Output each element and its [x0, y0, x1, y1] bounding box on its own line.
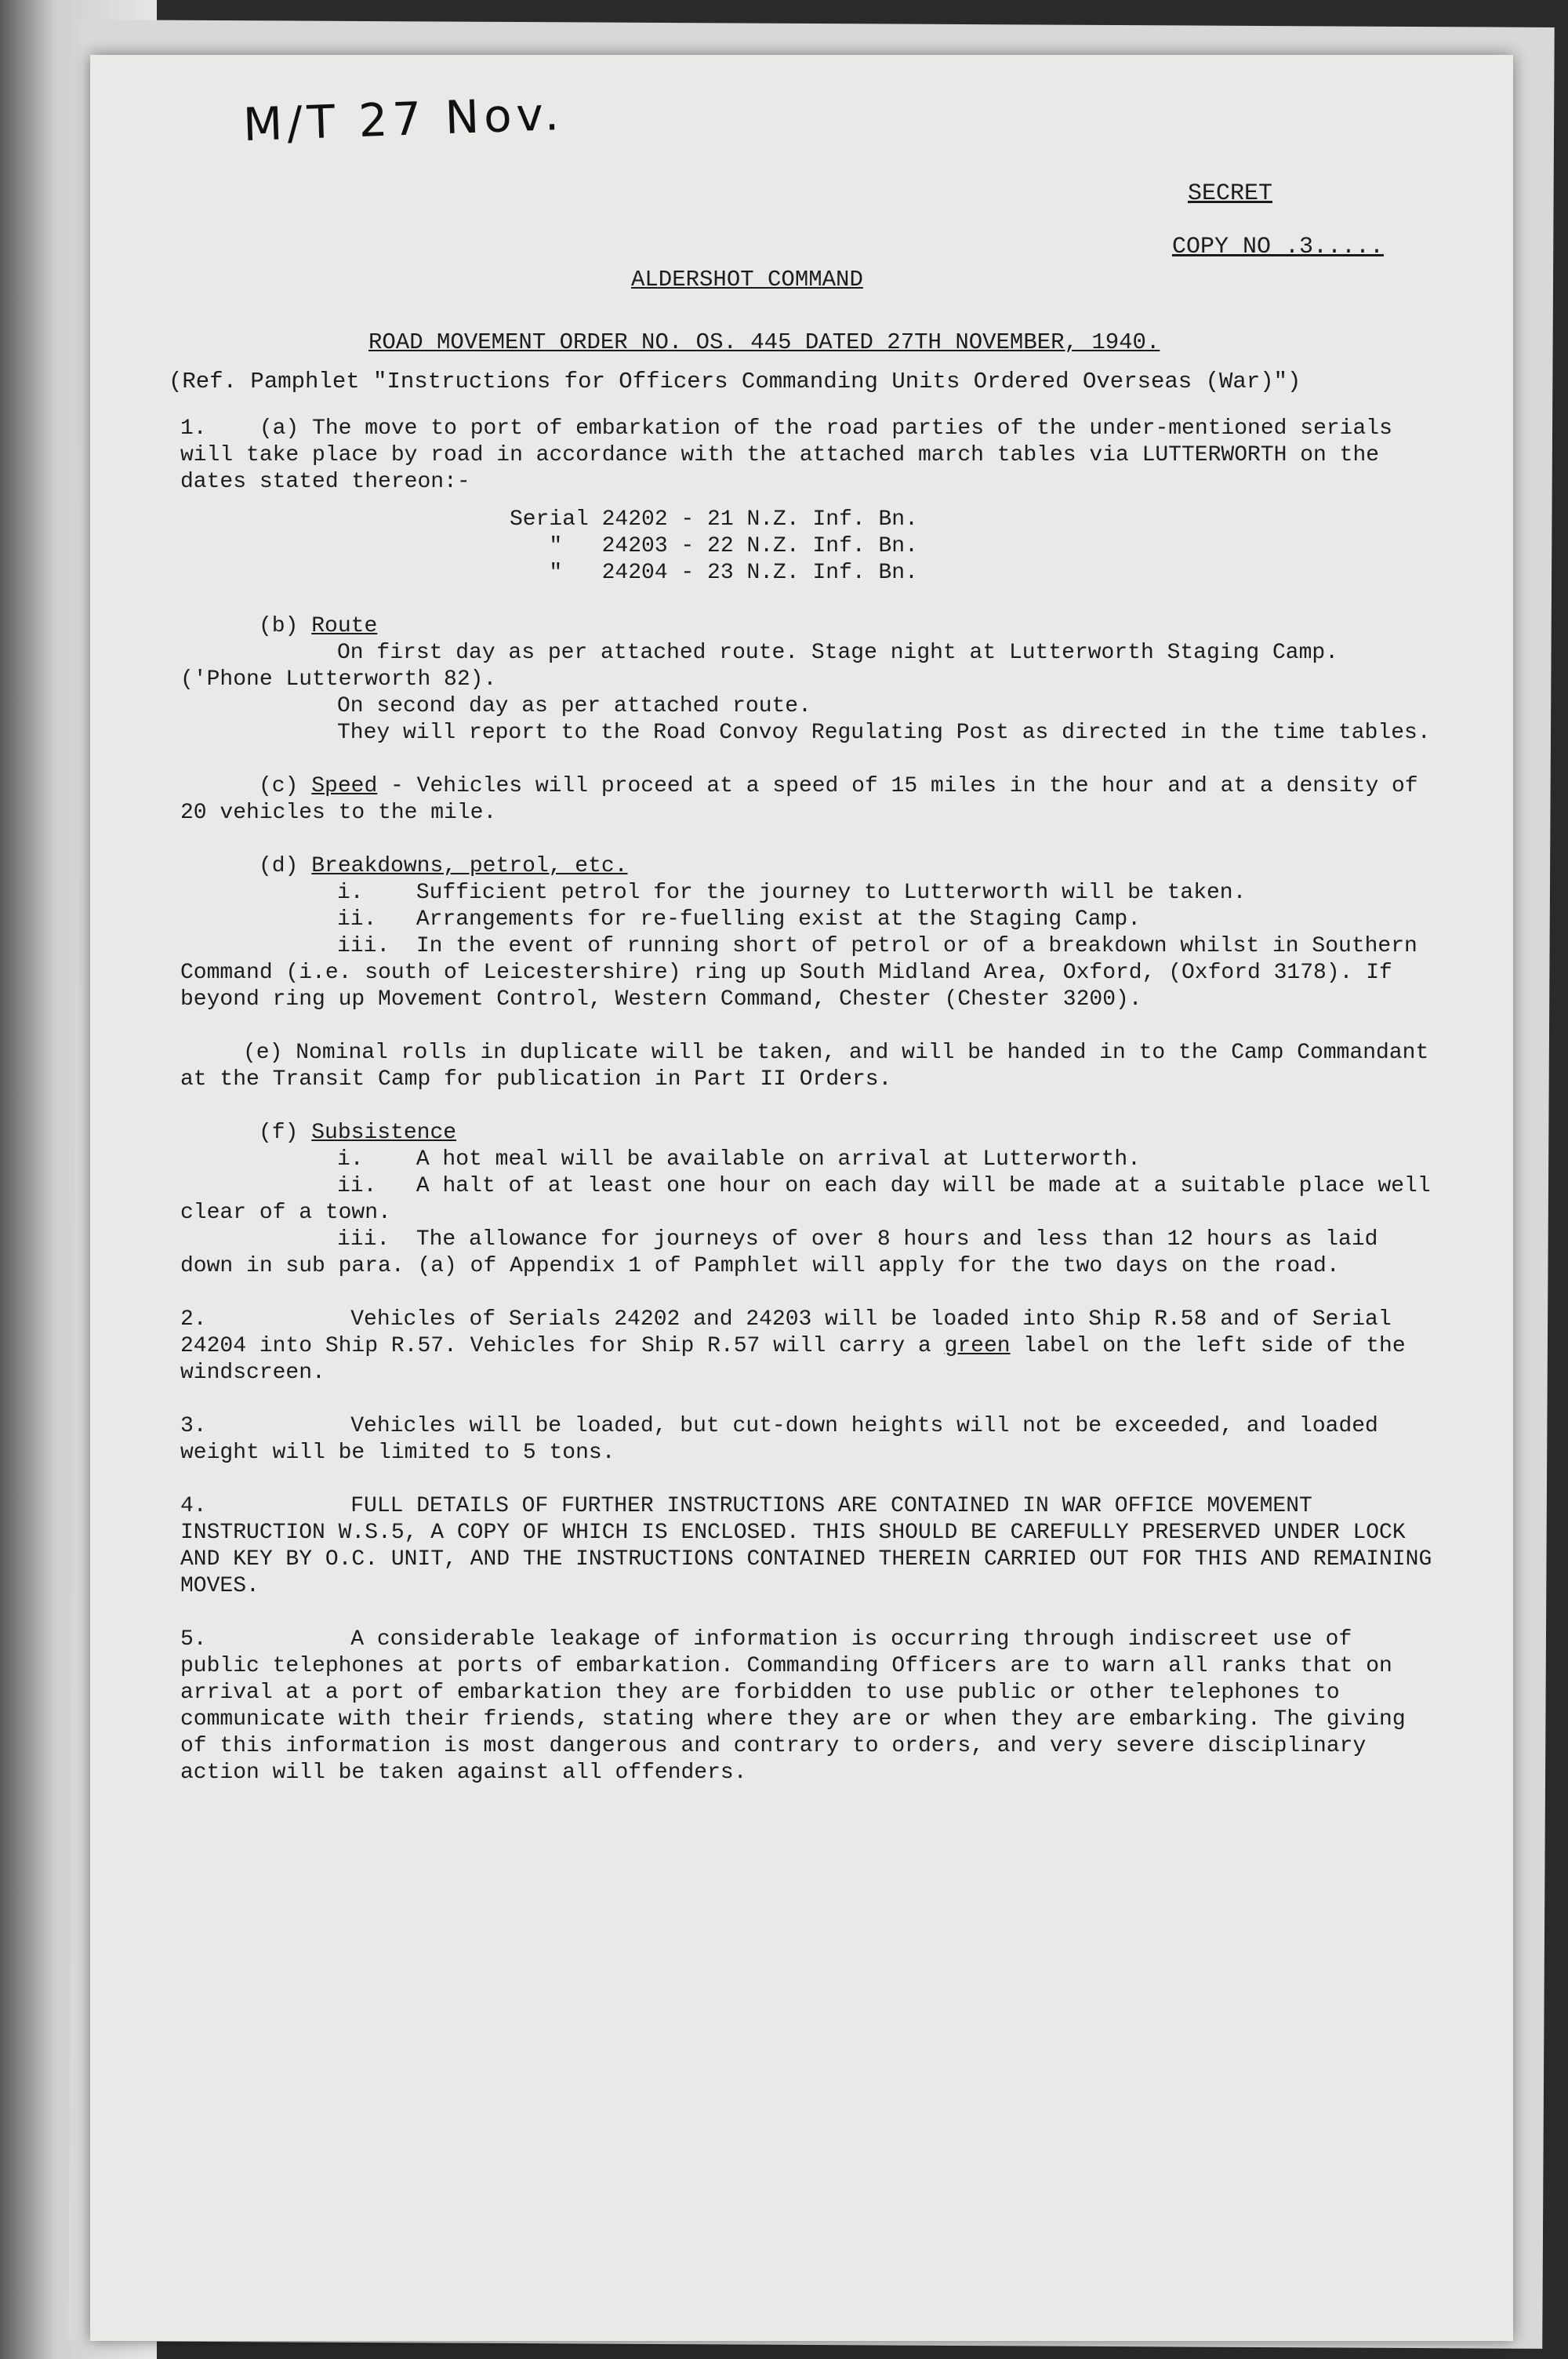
item-number: iii.	[337, 934, 390, 958]
paragraph-text: In the event of running short of petrol or of a breakdown whilst in Southern Command (i.e. south of Leicestershire) ring up South Midland Area, Oxford, (Oxford 3178). If beyond ring up Movement Control, Western Command, Chester (Chester 3200).	[180, 934, 1417, 1012]
sub-label: (d)	[259, 854, 299, 878]
sub-label: (f)	[259, 1121, 299, 1145]
sub-label: (a)	[259, 416, 299, 441]
green-label-word: green	[944, 1334, 1011, 1358]
serials-list	[510, 507, 1443, 587]
sub-heading: Breakdowns, petrol, etc.	[311, 854, 628, 878]
paragraph-text: FULL DETAILS OF FURTHER INSTRUCTIONS ARE CONTAINED IN WAR OFFICE MOVEMENT INSTRUCTION W.S.5, A COPY OF WHICH IS ENCLOSED. THIS SHOULD BE CAREFULLY PRESERVED UNDER LOCK AND KEY BY O.C. UNIT, AND THE INSTRUCTIONS CONTAINED THEREIN CARRIED OUT FOR THIS AND REMAINING MOVES.	[180, 1494, 1432, 1598]
paragraph-text: On second day as per attached route.	[337, 694, 811, 718]
handwritten-note: M/T 27 Nov.	[241, 86, 564, 152]
paragraph-text: On first day as per attached route. Stage night at Lutterworth Staging Camp. ('Phone Lutterworth 82).	[180, 641, 1339, 692]
serial-item: " 24204 - 23 N.Z. Inf. Bn.	[510, 561, 918, 585]
paragraph-text: The allowance for journeys of over 8 hours and less than 12 hours as laid down in sub para. (a) of Appendix 1 of Pamphlet will apply for the two days on the road.	[180, 1227, 1378, 1278]
item-number: i.	[337, 881, 364, 905]
paragraph-5	[180, 1627, 1443, 1787]
order-title: ROAD MOVEMENT ORDER NO. OS. 445 DATED 27TH NOVEMBER, 1940.	[368, 329, 1160, 355]
document-page	[90, 55, 1513, 2341]
serial-item: " 24203 - 22 N.Z. Inf. Bn.	[510, 534, 918, 558]
paragraph-4	[180, 1493, 1443, 1600]
paragraph-text: Nominal rolls in duplicate will be taken, and will be handed in to the Camp Commandant at the Transit Camp for publication in Part II Orders.	[180, 1041, 1429, 1092]
reference-line: (Ref. Pamphlet "Instructions for Officers Commanding Units Ordered Overseas (War)")	[169, 369, 1301, 394]
paragraph-text: A halt of at least one hour on each day will be made at a suitable place well clear of a town.	[180, 1174, 1431, 1225]
command-heading: ALDERSHOT COMMAND	[631, 267, 863, 293]
paragraph-text: Arrangements for re-fuelling exist at the Staging Camp.	[416, 907, 1141, 932]
paragraph-1d	[180, 853, 1443, 1013]
paragraph-text: They will report to the Road Convoy Regulating Post as directed in the time tables.	[337, 721, 1431, 745]
para-number: 2.	[180, 1307, 207, 1332]
secret-marking: SECRET	[1187, 180, 1272, 207]
para-number: 3.	[180, 1414, 207, 1438]
paragraph-text: The move to port of embarkation of the road parties of the under-mentioned serials will take place by road in accordance with the attached march tables via LUTTERWORTH on the dates stated thereon:-	[180, 416, 1392, 494]
paragraph-1a	[180, 416, 1443, 496]
para-number: 1.	[180, 416, 207, 441]
paragraph-text: Sufficient petrol for the journey to Lutterworth will be taken.	[416, 881, 1247, 905]
para-number: 4.	[180, 1494, 207, 1518]
sub-heading: Speed	[311, 774, 378, 798]
para-number: 5.	[180, 1627, 207, 1652]
item-number: ii.	[337, 907, 377, 932]
item-number: iii.	[337, 1227, 390, 1252]
paragraph-3	[180, 1413, 1443, 1467]
paragraph-text: label on the left side of the windscreen.	[180, 1334, 1406, 1385]
paragraph-1	[180, 416, 1443, 587]
paragraph-text: Vehicles will be loaded, but cut-down heights will not be exceeded, and loaded weight will be limited to 5 tons.	[180, 1414, 1378, 1465]
paragraph-1e	[180, 1040, 1443, 1093]
item-number: i.	[337, 1147, 364, 1172]
sub-label: (b)	[259, 614, 299, 638]
classification-block	[1172, 180, 1384, 260]
paragraph-1b	[180, 613, 1443, 747]
sub-heading: Subsistence	[311, 1121, 457, 1145]
copy-number: COPY NO .3.....	[1171, 234, 1384, 260]
paragraph-2	[180, 1307, 1443, 1387]
sub-heading: Route	[311, 614, 378, 638]
item-number: ii.	[337, 1174, 377, 1198]
paragraph-text: Vehicles of Serials 24202 and 24203 will be loaded into Ship R.58 and of Serial 24204 into Ship R.57. Vehicles for Ship R.57 will carry a	[180, 1307, 1392, 1358]
sub-label: (e)	[243, 1041, 283, 1065]
paragraph-text: - Vehicles will proceed at a speed of 15 miles in the hour and at a density of 20 vehicles to the mile.	[180, 774, 1418, 825]
order-body	[180, 416, 1443, 1813]
serial-item: Serial 24202 - 21 N.Z. Inf. Bn.	[510, 507, 918, 532]
paragraph-text: A considerable leakage of information is occurring through indiscreet use of public telephones at ports of embarkation. Commanding Officers are to warn all ranks that on arrival at a port of embarkation they are forbidden to use public or other telephones to communicate with their friends, stating where they are or when they are embarking. The giving of this information is most dangerous and contrary to orders, and very severe disciplinary action will be taken against all offenders.	[180, 1627, 1406, 1785]
paragraph-text: A hot meal will be available on arrival at Lutterworth.	[416, 1147, 1141, 1172]
sub-label: (c)	[259, 774, 299, 798]
paragraph-1c	[180, 773, 1443, 827]
paragraph-1f	[180, 1120, 1443, 1280]
